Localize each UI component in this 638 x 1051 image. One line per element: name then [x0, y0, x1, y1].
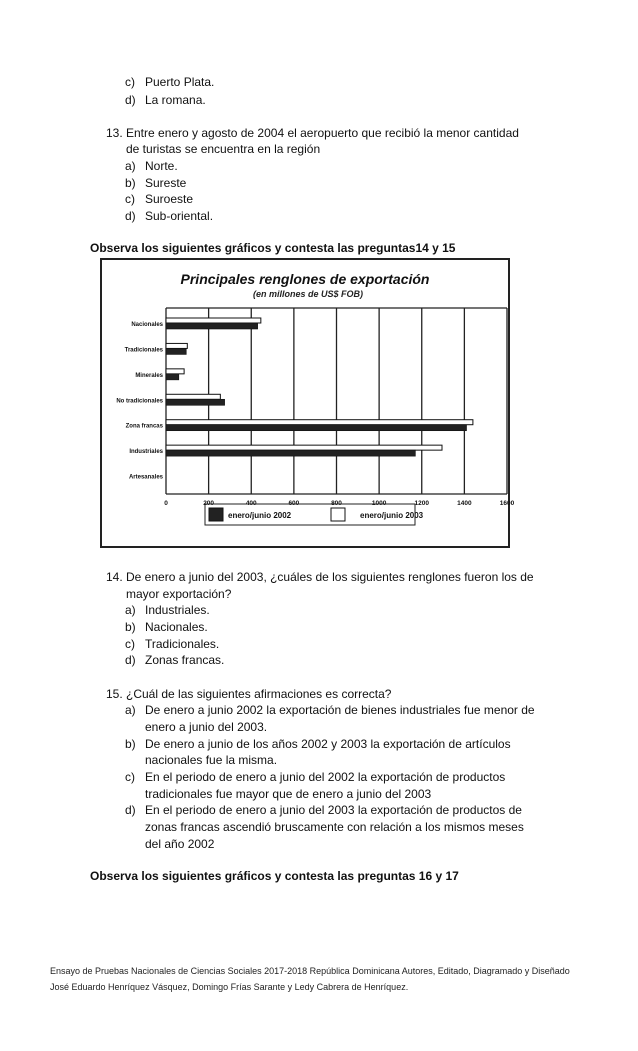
- q13-option-d-letter[interactable]: d): [125, 209, 136, 223]
- q13-option-a-text: Norte.: [145, 159, 178, 173]
- option-letter: d): [125, 93, 136, 107]
- q14-option-d-text: Zonas francas.: [145, 653, 225, 667]
- q15-option-a-line2: enero a junio del 2003.: [145, 720, 268, 734]
- bar-2003: [166, 394, 220, 399]
- q14-option-d-letter[interactable]: d): [125, 653, 136, 667]
- q13-option-a-letter[interactable]: a): [125, 159, 136, 173]
- export-chart: [100, 258, 515, 548]
- bar-2002: [166, 425, 467, 431]
- category-label: Artesanales: [128, 474, 163, 481]
- x-tick-label: 0: [164, 500, 168, 507]
- question-13-number: 13.: [106, 126, 123, 140]
- q15-option-b-line1: De enero a junio de los años 2002 y 2003 la exportación de artículos: [145, 737, 511, 751]
- category-label: Zona francas: [125, 423, 163, 430]
- x-tick-label: 1400: [457, 500, 472, 507]
- q15-option-c-line2: tradicionales fue mayor que de enero a junio del 2003: [145, 787, 432, 801]
- legend-swatch-2003: [331, 508, 345, 521]
- section-heading-16-17: Observa los siguientes gráficos y contesta las preguntas 16 y 17: [90, 869, 459, 883]
- chart-bars: [166, 318, 473, 456]
- q15-option-a-line1: De enero a junio 2002 la exportación de bienes industriales fue menor de: [145, 703, 535, 717]
- x-tick-label: 1200: [414, 500, 429, 507]
- option-d[interactable]: [125, 92, 136, 108]
- footer-line2: José Eduardo Henríquez Vásquez, Domingo Frías Sarante y Ledy Cabrera de Henríquez.: [50, 982, 409, 992]
- bar-2003: [166, 343, 187, 348]
- question-13-line1: Entre enero y agosto de 2004 el aeropuerto que recibió la menor cantidad: [126, 126, 519, 140]
- bar-2002: [166, 399, 225, 405]
- category-label: Minerales: [135, 372, 163, 379]
- question-15-line1: ¿Cuál de las siguientes afirmaciones es correcta?: [126, 687, 392, 701]
- chart-legend: [205, 504, 424, 525]
- q14-option-b-letter[interactable]: b): [125, 620, 136, 634]
- x-tick-label: 200: [203, 500, 215, 507]
- x-tick-label: 800: [331, 500, 342, 507]
- question-15-number: 15.: [106, 687, 123, 701]
- q13-option-b-text: Sureste: [145, 176, 187, 190]
- category-label: Nacionales: [131, 322, 163, 328]
- option-c[interactable]: [125, 74, 135, 90]
- q15-option-c-letter[interactable]: c): [125, 770, 135, 784]
- bar-2002: [166, 323, 258, 329]
- q14-option-c-letter[interactable]: c): [125, 637, 135, 651]
- x-tick-label: 600: [288, 500, 300, 507]
- bar-2002: [166, 374, 179, 380]
- legend-label-2003: enero/junio 2003: [360, 511, 424, 520]
- question-14-line1: De enero a junio del 2003, ¿cuáles de los siguientes renglones fueron los de: [126, 570, 534, 584]
- question-14-number: 14.: [106, 570, 123, 584]
- legend-label-2002: enero/junio 2002: [228, 511, 292, 520]
- chart-subtitle: (en millones de US$ FOB): [252, 289, 364, 299]
- option-text: La romana.: [145, 93, 206, 107]
- question-14-line2: mayor exportación?: [126, 587, 232, 601]
- q15-option-d-line1: En el periodo de enero a junio del 2003 la exportación de productos de: [145, 803, 522, 817]
- option-letter: c): [125, 75, 135, 89]
- legend-swatch-2002: [209, 508, 223, 521]
- q14-option-c-text: Tradicionales.: [145, 637, 220, 651]
- chart-title: Principales renglones de exportación: [180, 271, 430, 287]
- q15-option-d-letter[interactable]: d): [125, 803, 136, 817]
- q14-option-b-text: Nacionales.: [145, 620, 208, 634]
- q13-option-c-letter[interactable]: c): [125, 192, 135, 206]
- q15-option-b-line2: nacionales fue la misma.: [145, 753, 278, 767]
- x-tick-label: 1600: [499, 500, 515, 507]
- q15-option-d-line2: zonas francas ascendió bruscamente con relación a los mismos meses: [145, 820, 524, 834]
- q15-option-a-letter[interactable]: a): [125, 703, 136, 717]
- chart-category-labels: [116, 322, 163, 481]
- category-label: No tradicionales: [116, 398, 163, 405]
- bar-2003: [166, 318, 261, 323]
- option-text: Puerto Plata.: [145, 75, 215, 89]
- footer-line1: Ensayo de Pruebas Nacionales de Ciencias Sociales 2017-2018 República Dominicana Autores, Editado, Diagramado y Diseñado: [50, 966, 570, 976]
- export-chart-svg: [102, 260, 515, 546]
- q13-option-b-letter[interactable]: b): [125, 176, 136, 190]
- x-tick-label: 400: [245, 500, 257, 507]
- category-label: Tradicionales: [124, 347, 163, 354]
- x-tick-label: 1000: [371, 500, 387, 507]
- bar-2002: [166, 450, 415, 456]
- question-13-line2: de turistas se encuentra en la región: [126, 142, 321, 156]
- q13-option-c-text: Suroeste: [145, 192, 194, 206]
- bar-2003: [166, 445, 442, 450]
- bar-2003: [166, 369, 184, 374]
- q14-option-a-text: Industriales.: [145, 603, 210, 617]
- q15-option-b-letter[interactable]: b): [125, 737, 136, 751]
- bar-2002: [166, 348, 186, 354]
- bar-2003: [166, 420, 473, 425]
- category-label: Industriales: [129, 449, 163, 456]
- q15-option-d-line3: del año 2002: [145, 837, 215, 851]
- q15-option-c-line1: En el periodo de enero a junio del 2002 la exportación de productos: [145, 770, 506, 784]
- q13-option-d-text: Sub-oriental.: [145, 209, 214, 223]
- q14-option-a-letter[interactable]: a): [125, 603, 136, 617]
- section-heading-14-15: Observa los siguientes gráficos y contesta las preguntas14 y 15: [90, 241, 456, 255]
